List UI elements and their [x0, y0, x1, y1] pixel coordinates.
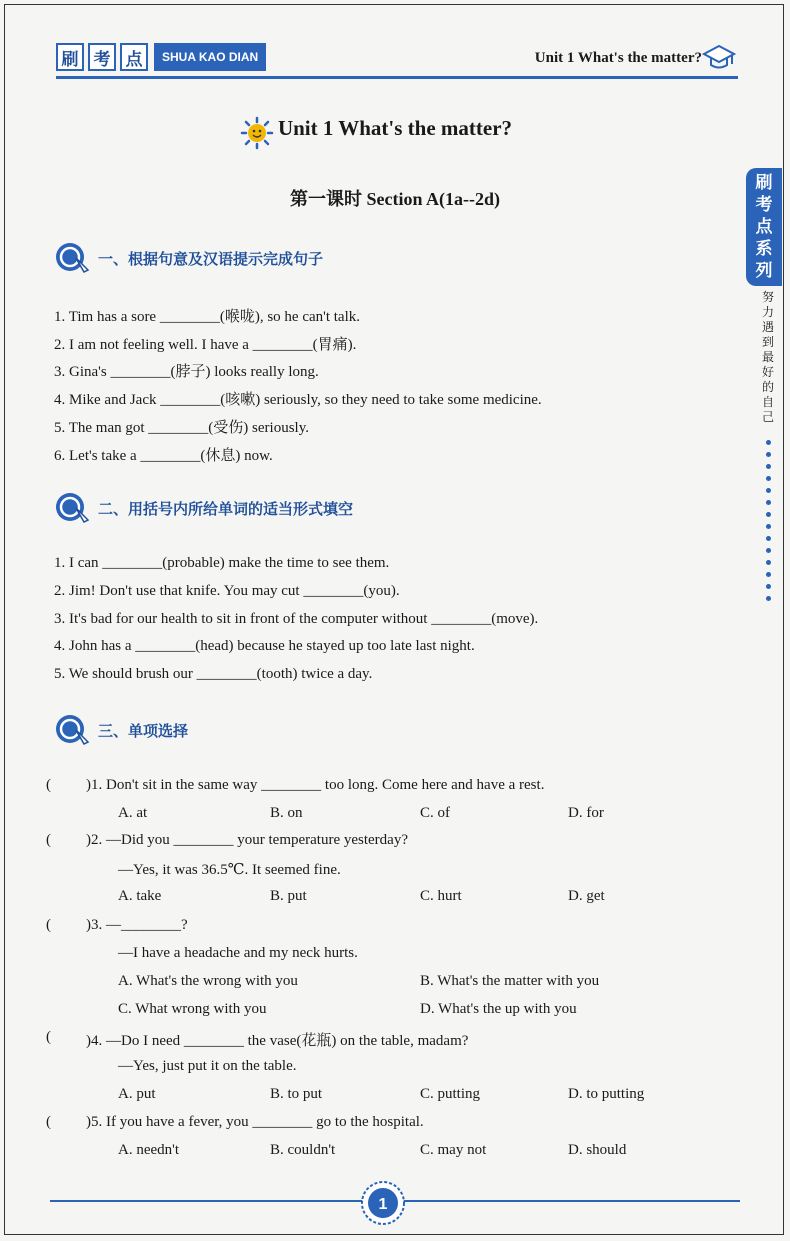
brand-logo	[56, 38, 266, 76]
motto-char: 的	[761, 380, 774, 394]
question-reply: —Yes, just put it on the table.	[118, 1058, 297, 1074]
question-stem: )4. —Do I need ________ the vase(花瓶) on the table, madam?	[86, 1033, 469, 1049]
answer-bracket: (	[46, 832, 51, 848]
option: B. on	[270, 805, 303, 821]
exercise-item: 5. The man got ________(受伤) seriously.	[54, 420, 309, 436]
option: B. to put	[270, 1086, 323, 1102]
option: B. put	[270, 888, 307, 904]
exercise-item: 4. John has a ________(head) because he stayed up too late last night.	[54, 638, 475, 654]
option: C. may not	[420, 1142, 487, 1158]
option: C. of	[420, 805, 450, 821]
motto-char: 遇	[761, 320, 774, 334]
option: A. at	[118, 805, 148, 821]
question-stem: )5. If you have a fever, you ________ go to the hospital.	[86, 1114, 424, 1130]
pointer-icon	[54, 240, 94, 276]
option: D. to putting	[568, 1086, 645, 1102]
answer-bracket: (	[46, 777, 51, 793]
brand-char: 刷	[56, 43, 84, 71]
section-title: 三、单项选择	[98, 721, 189, 740]
answer-bracket: (	[46, 917, 51, 933]
brand-char: 点	[120, 43, 148, 71]
header-rule	[56, 76, 738, 79]
section-heading	[54, 490, 353, 526]
section-title: 一、根据句意及汉语提示完成句子	[98, 249, 324, 268]
answer-bracket: (	[46, 1029, 51, 1045]
motto-char: 努	[761, 290, 774, 304]
exercise-item: 2. Jim! Don't use that knife. You may cut ________(you).	[54, 583, 400, 599]
option: D. for	[568, 805, 604, 821]
option: C. What wrong with you	[118, 1001, 267, 1017]
option: D. get	[568, 888, 605, 904]
section-heading	[54, 712, 188, 748]
question-reply: —Yes, it was 36.5℃. It seemed fine.	[118, 862, 341, 878]
question-stem: )1. Don't sit in the same way ________ too long. Come here and have a rest.	[86, 777, 545, 793]
option: C. putting	[420, 1086, 481, 1102]
question-reply: —I have a headache and my neck hurts.	[118, 945, 358, 961]
exercise-item: 3. It's bad for our health to sit in front of the computer without ________(move).	[54, 611, 539, 627]
motto-char: 好	[761, 365, 774, 379]
exercise-item: 2. I am not feeling well. I have a ________(胃痛).	[54, 337, 357, 353]
series-tab-char: 考	[755, 195, 773, 215]
unit-title: Unit 1 What's the matter?	[277, 116, 513, 140]
option: B. What's the matter with you	[420, 973, 600, 989]
pointer-icon	[54, 712, 94, 748]
question-stem: )2. —Did you ________ your temperature yesterday?	[86, 832, 408, 848]
exercise-item: 4. Mike and Jack ________(咳嗽) seriously, so they need to take some medicine.	[54, 392, 542, 408]
exercise-item: 6. Let's take a ________(休息) now.	[54, 448, 273, 464]
page-number-badge	[360, 1180, 406, 1226]
exercise-item: 1. Tim has a sore ________(喉咙), so he can't talk.	[54, 309, 361, 325]
brand-pinyin: SHUA KAO DIAN	[154, 43, 266, 71]
option: A. put	[118, 1086, 156, 1102]
option: D. should	[568, 1142, 627, 1158]
pointer-icon	[54, 490, 94, 526]
option: C. hurt	[420, 888, 462, 904]
motto-char: 己	[761, 410, 774, 424]
section-heading	[54, 240, 323, 276]
series-tab-char: 刷	[755, 173, 773, 193]
motto-char: 自	[761, 395, 774, 409]
option: D. What's the up with you	[420, 1001, 577, 1017]
motto-char: 最	[761, 350, 774, 364]
option: A. What's the wrong with you	[118, 973, 298, 989]
brand-char: 考	[88, 43, 116, 71]
exercise-item: 1. I can ________(probable) make the time to see them.	[54, 555, 390, 571]
series-motto	[760, 290, 776, 425]
motto-char: 到	[761, 335, 774, 349]
graduation-cap-icon	[702, 40, 736, 74]
running-header-unit: Unit 1 What's the matter?	[534, 50, 702, 66]
question-stem: )3. —________?	[86, 917, 188, 933]
page-number: 1	[378, 1196, 388, 1213]
option: A. take	[118, 888, 162, 904]
series-tab-char: 点	[755, 217, 773, 237]
lesson-title: 第一课时 Section A(1a--2d)	[290, 189, 500, 209]
section-title: 二、用括号内所给单词的适当形式填空	[98, 499, 354, 518]
option: B. couldn't	[270, 1142, 336, 1158]
option: A. needn't	[118, 1142, 180, 1158]
side-dots-decoration	[766, 440, 772, 608]
answer-bracket: (	[46, 1114, 51, 1130]
motto-char: 力	[761, 305, 774, 319]
series-tab-char: 系	[755, 239, 773, 259]
exercise-item: 3. Gina's ________(脖子) looks really long.	[54, 364, 319, 380]
series-tab-char: 列	[755, 261, 773, 281]
exercise-item: 5. We should brush our ________(tooth) twice a day.	[54, 666, 373, 682]
